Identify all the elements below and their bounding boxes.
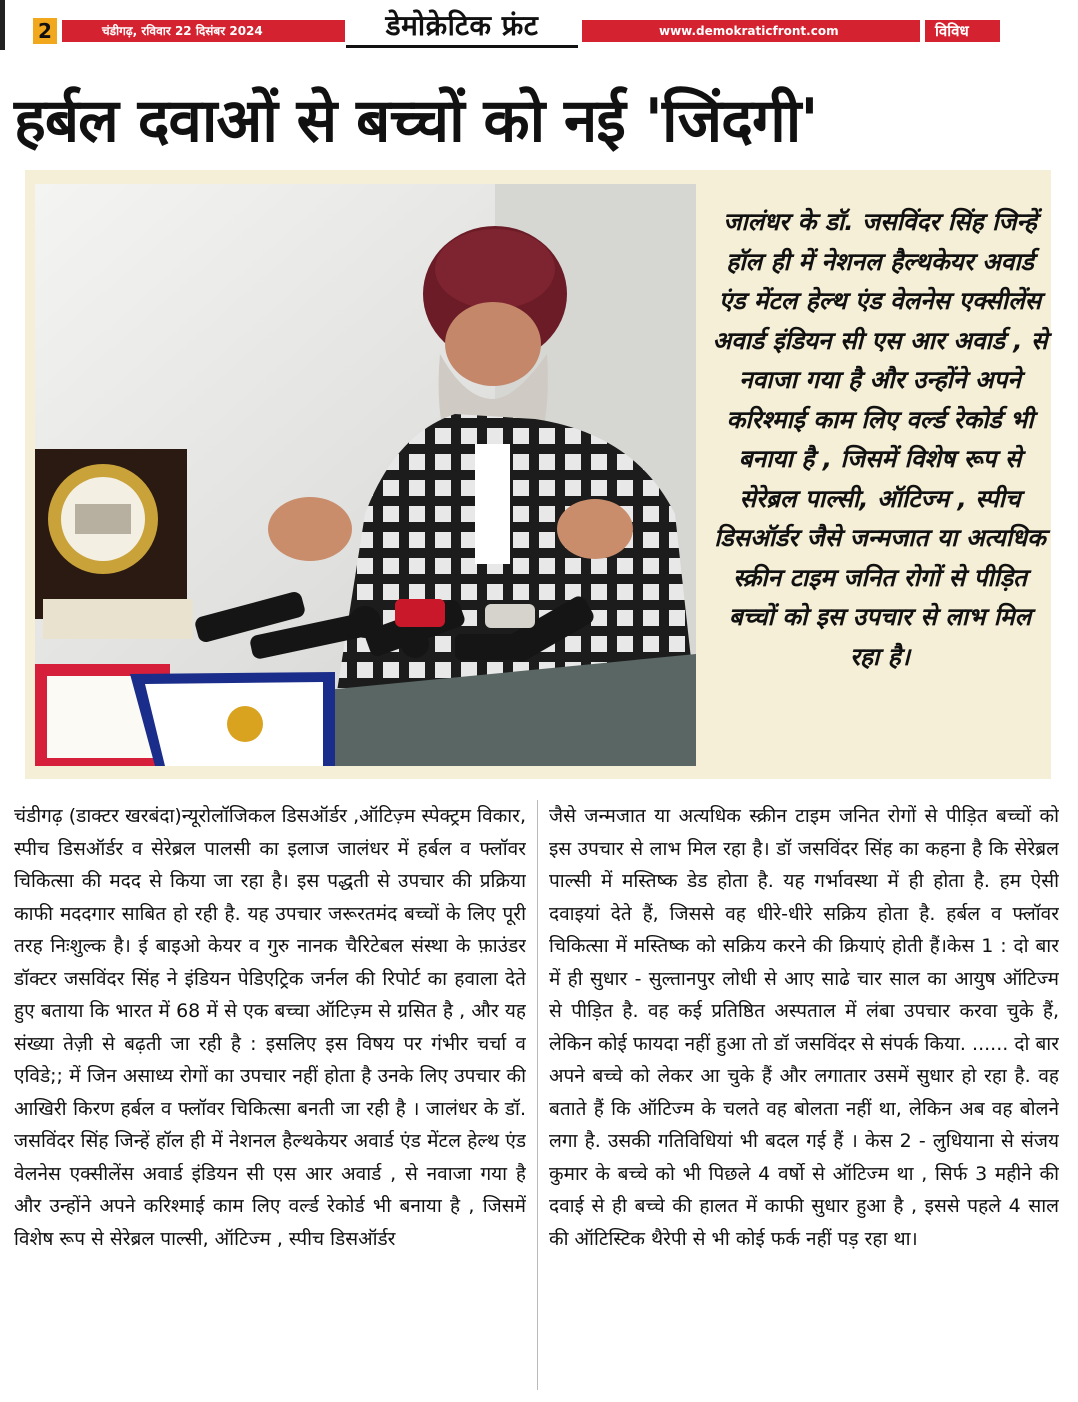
photo-caption-quote: जालंधर के डॉ. जसविंदर सिंह जिन्हें हॉल ही में नेशनल हैल्थकेयर अवार्ड एंड मेंटल हेल्थ एंड वेलनेस एक्सीलेंस अवार्ड इंडियन सी एस आर अवार्ड , से नवाजा गया है और उन्होंने अपने करिश्माई काम लिए वर्ल्ड रेकोर्ड भी बनाया है , जिसमें विशेष रूप से सेरेब्रल पाल्सी, ऑटिज्म , स्पीच डिसऑर्डर जैसे जन्मजात या अत्यधिक स्क्रीन टाइम जनित रोगों से पीड़ित बच्चों को इस उपचार से लाभ मिल रहा है। (712, 207, 1048, 671)
article-body-column-2: जैसे जन्मजात या अत्यधिक स्क्रीन टाइम जनित रोगों से पीड़ित बच्चों को इस उपचार से लाभ मिल रहा है। डॉ जसविंदर सिंह का कहना है कि सेरेब्रल पाल्सी में मस्तिष्क डेड होता है. यह गर्भावस्था में ही होता है. हम ऐसी दवाइयां देते हैं, जिससे वह धीरे-धीरे सक्रिय होता है. हर्बल व फ्लॉवर चिकित्सा में मस्तिष्क को सक्रिय करने की क्रियाएं होती हैं।केस 1 : दो बार में ही सुधार - सुल्तानपुर लोधी से आए साढे चार साल का आयुष ऑटिज्म से पीड़ित है. वह कई प्रतिष्ठित अस्पताल में लंबा उपचार करवा चुके हैं, लेकिन कोई फायदा नहीं हुआ तो डॉ जसविंदर से संपर्क किया. ...... दो बार अपने बच्चे को लेकर आ चुके हैं और लगातार उसमें सुधार हो रहा है. वह बताते हैं कि ऑटिज्म के चलते वह बोलता नहीं था, लेकिन अब वह बोलने लगा है. उसकी गतिविधियां भी बदल गई हैं । केस 2 - लुधियाना से संजय कुमार के बच्चे को भी पिछले 4 वर्षो से ऑटिज्म था , सिर्फ 3 महीने की दवाई से ही बच्चे की हालत में काफी सुधार हुआ है , इससे पहले 4 साल की ऑटिस्टिक थैरेपी से भी कोई फर्क नहीं पड़ रहा था। (549, 805, 1059, 1250)
website-url: www.demokraticfront.com (582, 20, 920, 42)
section-label: विविध (925, 20, 1000, 42)
masthead: डेमोक्रेटिक फ्रंट (346, 4, 578, 48)
page-header (0, 0, 1078, 50)
dateline: चंडीगढ़, रविवार 22 दिसंबर 2024 (62, 20, 345, 42)
headline: हर्बल दवाओं से बच्चों को नई 'जिंदगी' (14, 86, 818, 156)
column-divider (537, 800, 538, 1390)
left-edge-bar (0, 0, 5, 50)
page-number: 2 (33, 18, 57, 44)
press-conference-photo (35, 184, 696, 766)
article-body-column-1: चंडीगढ़ (डाक्टर खरबंदा)न्यूरोलॉजिकल डिसऑर्डर ,ऑटिज़्म स्पेक्ट्रम विकार, स्पीच डिसऑर्डर व सेरेब्रल पालसी का इलाज जालंधर में हर्बल व फ्लॉवर चिकित्सा की मदद से किया जा रहा है। इस पद्धती से उपचार की प्रक्रिया काफी मददगार साबित हो रही है. यह उपचार जरूरतमंद बच्चों के लिए पूरी तरह निःशुल्क है। ई बाइओ केयर व गुरु नानक चैरिटेबल संस्था के फ़ाउंडर डॉक्टर जसविंदर सिंह ने इंडियन पेडिएट्रिक जर्नल की रिपोर्ट का हवाला देते हुए बताया कि भारत में 68 में से एक बच्चा ऑटिज़्म से ग्रसित है , और यह संख्या तेज़ी से बढ़ती जा रही है : इसलिए इस विषय पर गंभीर चर्चा व एविडे;; में जिन असाध्य रोगों का उपचार नहीं होता है उनके लिए उपचार की आखिरी किरण हर्बल व फ्लॉवर चिकित्सा बनती जा रही है । जालंधर के डॉ. जसविंदर सिंह जिन्हें हॉल ही में नेशनल हैल्थकेयर अवार्ड एंड मेंटल हेल्थ एंड वेलनेस एक्सीलेंस अवार्ड इंडियन सी एस आर अवार्ड , से नवाजा गया है और उन्होंने अपने करिश्माई काम लिए वर्ल्ड रेकोर्ड भी बनाया है , जिसमें विशेष रूप से सेरेब्रल पाल्सी, ऑटिज्म , स्पीच डिसऑर्डर (14, 805, 526, 1250)
